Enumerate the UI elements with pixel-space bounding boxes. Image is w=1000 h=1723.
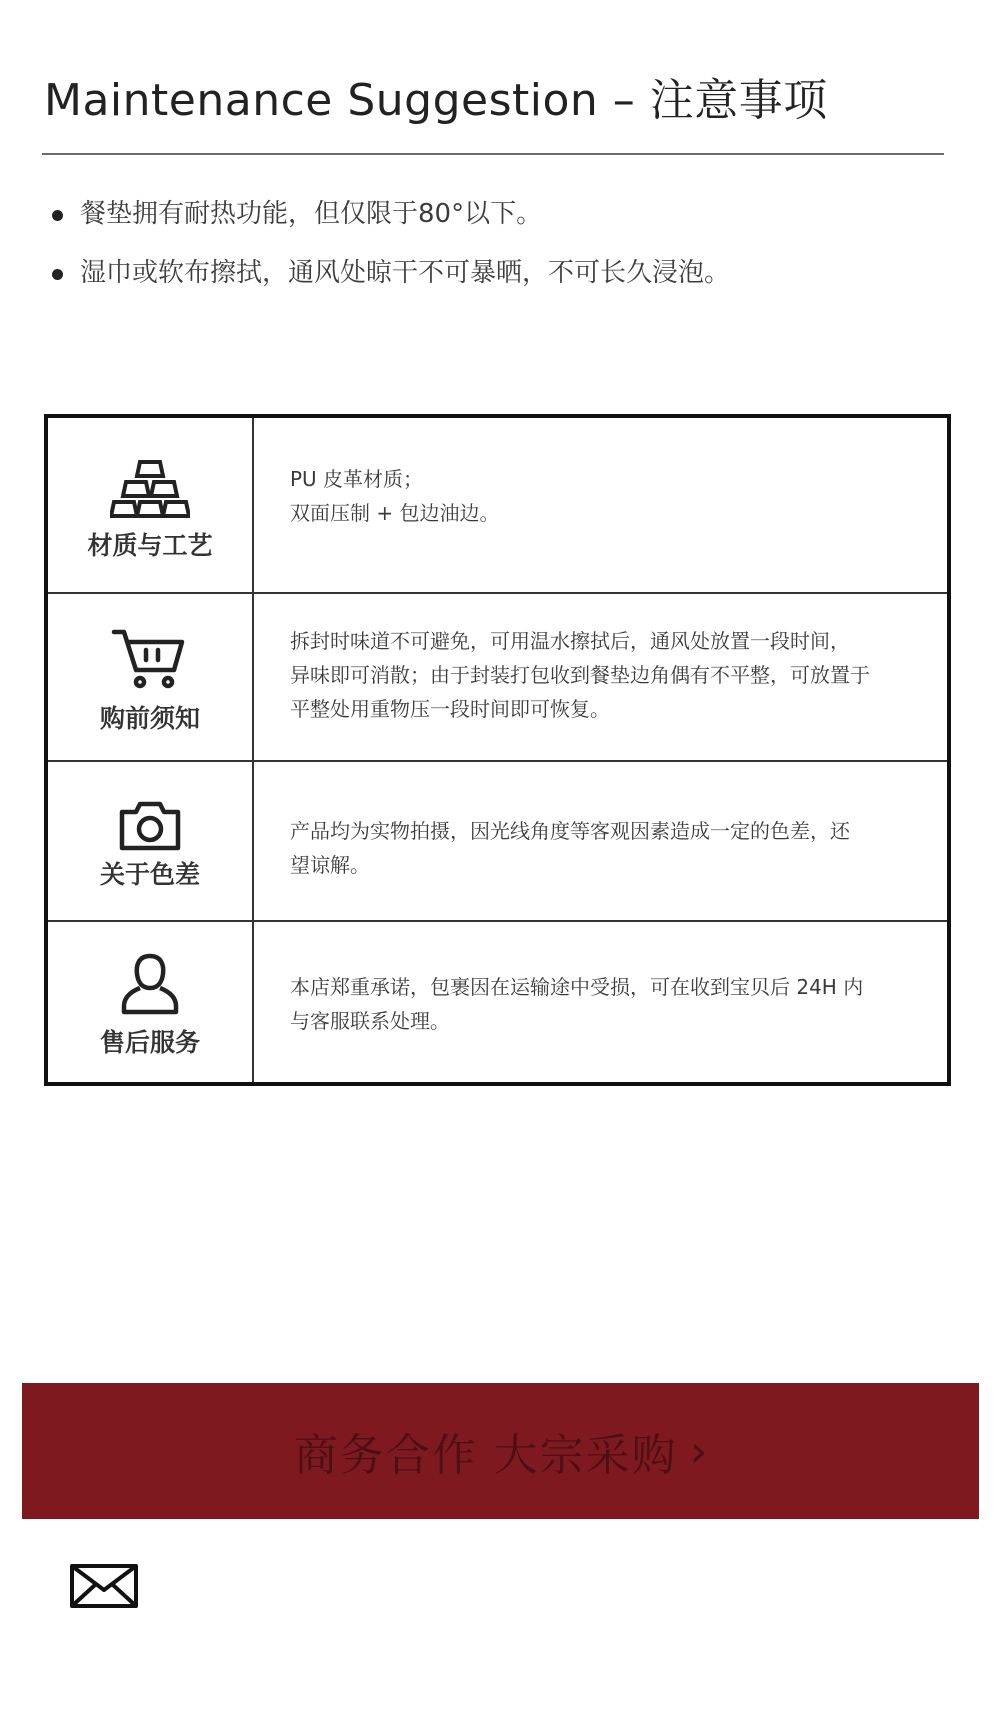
- description-line: 本店郑重承诺，包裹因在运输途中受损，可在收到宝贝后 24H 内: [290, 975, 864, 999]
- description-line: PU 皮革材质；: [290, 467, 424, 491]
- column-divider: [252, 418, 254, 592]
- description-line: 拆封时味道不可避免，可用温水擦拭后，通风处放置一段时间，: [290, 629, 850, 653]
- shopping-cart-icon: [110, 626, 190, 690]
- info-row-material: [48, 418, 947, 594]
- banner-label: 商务合作 大宗采购: [293, 1430, 678, 1481]
- gold-bars-icon: [110, 458, 190, 518]
- description-line: 异味即可消散；由于封装打包收到餐垫边角偶有不平整，可放置于: [290, 663, 870, 687]
- row-icon-wrap: [48, 800, 252, 852]
- row-description: [290, 624, 910, 726]
- description-line: 望谅解。: [290, 853, 370, 877]
- column-divider: [252, 922, 254, 1082]
- care-tip-text: 湿巾或软布擦拭，通风处晾干不可暴晒，不可长久浸泡。: [80, 258, 731, 288]
- info-row-before-purchase: [48, 594, 947, 762]
- row-icon-wrap: [48, 952, 252, 1016]
- row-label: 材质与工艺: [87, 531, 213, 560]
- info-row-after-sales: [48, 922, 947, 1082]
- bullet-dot: [52, 269, 63, 280]
- business-cooperation-banner[interactable]: [22, 1383, 979, 1519]
- care-tips-list: [52, 198, 730, 316]
- title-divider: [42, 153, 944, 155]
- row-description: [290, 814, 910, 882]
- row-description: [290, 970, 910, 1038]
- description-line: 双面压制 + 包边油边。: [290, 501, 500, 525]
- user-icon: [120, 952, 180, 1016]
- care-tip-item: [52, 257, 730, 289]
- info-row-color-difference: [48, 762, 947, 922]
- camera-icon: [118, 800, 182, 852]
- care-tip-item: [52, 198, 730, 230]
- page-title: Maintenance Suggestion – 注意事项: [44, 75, 828, 126]
- description-line: 与客服联系处理。: [290, 1009, 450, 1033]
- bullet-dot: [52, 210, 63, 221]
- chevron-right-icon: ›: [689, 1425, 708, 1477]
- info-table: [44, 414, 951, 1086]
- row-label: 售后服务: [99, 1028, 200, 1057]
- column-divider: [252, 762, 254, 920]
- description-line: 产品均为实物拍摄，因光线角度等客观因素造成一定的色差，还: [290, 819, 850, 843]
- column-divider: [252, 594, 254, 760]
- row-label: 购前须知: [99, 704, 200, 733]
- row-label: 关于色差: [99, 860, 200, 889]
- row-icon-wrap: [48, 626, 252, 690]
- row-description: [290, 462, 910, 530]
- row-icon-wrap: [48, 458, 252, 518]
- care-tip-text: 餐垫拥有耐热功能，但仅限于80°以下。: [80, 199, 543, 229]
- envelope-icon[interactable]: [70, 1564, 138, 1612]
- description-line: 平整处用重物压一段时间即可恢复。: [290, 697, 610, 721]
